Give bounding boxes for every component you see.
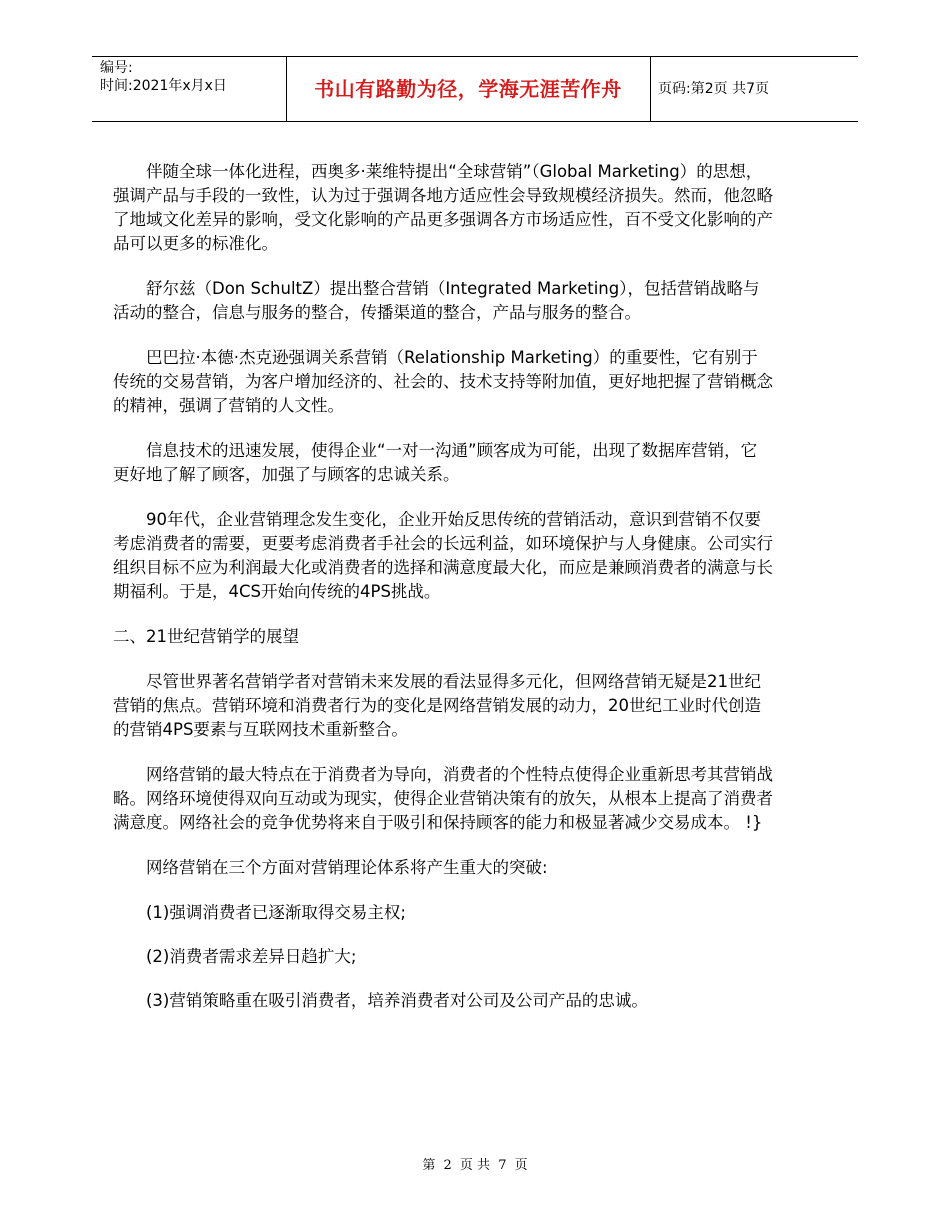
header-bottom-rule bbox=[92, 121, 858, 122]
footer-page-suffix: 页 bbox=[514, 1158, 528, 1173]
paragraph-network-marketing-features: 网络营销的最大特点在于消费者为导向，消费者的个性特点使得企业重新思考其营销战略。网络环境使得双向互动或为现实，使得企业营销决策有的放矢，从根本上提高了消费者满意度。网络社会的竞争优势将来自于吸引和保持顾客的能力和极显著减少交易成本。 !} bbox=[113, 765, 773, 832]
paragraph-global-marketing: 伴随全球一体化进程，西奥多·莱维特提出“全球营销”（Global Marketing）的思想，强调产品与手段的一致性，认为过于强调各地方适应性会导致规模经济损失。然而，他忽略了地域文化差异的影响，受文化影响的产品更多强调各方市场适应性，百不受文化影响的产品可以更多的标准化。 bbox=[113, 162, 773, 253]
footer-page-prefix: 第 bbox=[422, 1158, 436, 1173]
section-heading: 二、21世纪营销学的展望 bbox=[113, 627, 299, 646]
footer-page-mid: 页 共 bbox=[459, 1158, 491, 1173]
page-footer bbox=[0, 1158, 950, 1174]
paragraph-database-marketing: 信息技术的迅速发展，使得企业“一对一沟通”顾客成为可能，出现了数据库营销，它更好地了解了顾客，加强了与顾客的忠诚关系。 bbox=[113, 441, 758, 484]
list-item: (3)营销策略重在吸引消费者，培养消费者对公司及公司产品的忠诚。 bbox=[146, 991, 648, 1010]
header-divider-right bbox=[650, 57, 651, 121]
paragraph-4cs-4ps: 90年代，企业营销理念发生变化，企业开始反思传统的营销活动，意识到营销不仅要考虑消费者的需要，更要考虑消费者手社会的长远利益，如环境保护与人身健康。公司实行组织目标不应为利润最大化或消费者的选择和满意度最大化，而应是兼顾消费者的满意与长期福利。于是，4CS开始向传统的4PS挑战。 bbox=[113, 510, 773, 601]
footer-page-current: 2 bbox=[443, 1158, 452, 1173]
list-item: (2)消费者需求差异日趋扩大; bbox=[146, 947, 357, 966]
header-top-rule bbox=[92, 56, 858, 57]
footer-page-total: 7 bbox=[498, 1158, 507, 1173]
header-number-label: 编号: bbox=[100, 60, 133, 76]
paragraph-relationship-marketing: 巴巴拉·本德·杰克逊强调关系营销（Relationship Marketing）的重要性，它有别于传统的交易营销，为客户增加经济的、社会的、技术支持等附加值，更好地把握了营销概念的精神，强调了营销的人文性。 bbox=[113, 348, 773, 415]
paragraph-breakthroughs-intro: 网络营销在三个方面对营销理论体系将产生重大的突破: bbox=[146, 858, 548, 877]
header-motto: 书山有路勤为径，学海无涯苦作舟 bbox=[314, 77, 622, 101]
paragraph-integrated-marketing: 舒尔兹（Don SchultZ）提出整合营销（Integrated Marketing），包括营销战略与活动的整合，信息与服务的整合，传播渠道的整合，产品与服务的整合。 bbox=[113, 279, 760, 322]
header-page-info: 页码:第2页 共7页 bbox=[658, 81, 769, 97]
document-body bbox=[113, 160, 773, 1033]
paragraph-network-marketing-focus: 尽管世界著名营销学者对营销未来发展的看法显得多元化，但网络营销无疑是21世纪营销的焦点。营销环境和消费者行为的变化是网络营销发展的动力，20世纪工业时代创造的营销4PS要素与互联网技术重新整合。 bbox=[113, 672, 761, 739]
list-item: (1)强调消费者已逐渐取得交易主权; bbox=[146, 903, 406, 922]
header-time-label: 时间:2021年x月x日 bbox=[100, 78, 227, 94]
